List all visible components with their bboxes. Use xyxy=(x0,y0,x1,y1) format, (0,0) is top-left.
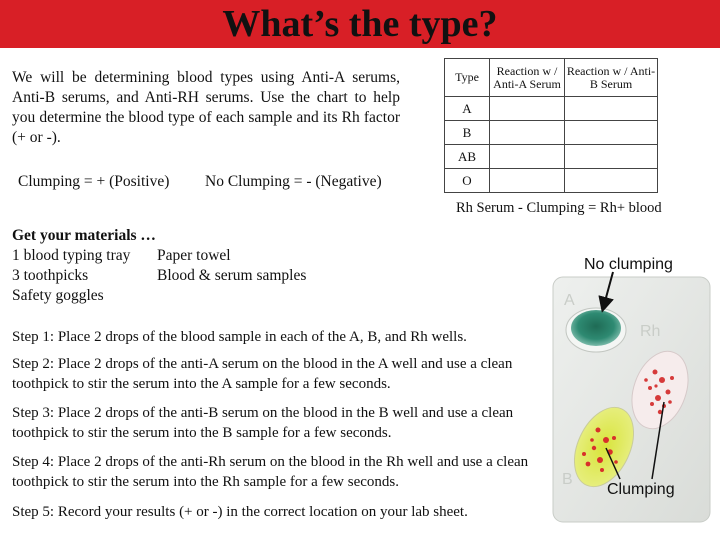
table-header-anti-b: Reaction w / Anti-B Serum xyxy=(565,59,658,97)
material-item: 1 blood typing tray xyxy=(12,247,131,264)
table-cell-type: O xyxy=(445,169,490,193)
well-rh-label: Rh xyxy=(640,323,661,340)
legend-clumping: Clumping = + (Positive) xyxy=(18,173,170,190)
step-text: : Place 2 drops of the blood sample in each of the A, B, and Rh wells. xyxy=(49,329,467,345)
rh-note: Rh Serum - Clumping = Rh+ blood xyxy=(456,200,662,216)
step-label: Step 1 xyxy=(12,329,50,345)
step-label: Step 4 xyxy=(12,454,50,470)
materials-heading: Get your materials … xyxy=(12,227,156,244)
material-item: Safety goggles xyxy=(12,287,104,304)
step-label: Step 5 xyxy=(12,504,50,520)
step-text: : Place 2 drops of the anti-A serum on the blood in the A well and use a clean toothpick to stir the serum into the A sample for a few seconds. xyxy=(12,356,513,392)
table-header-type: Type xyxy=(445,59,490,97)
step-text: : Place 2 drops of the anti-B serum on the blood in the B well and use a clean toothpick to stir the serum into the B sample for a few seconds. xyxy=(12,405,514,441)
intro-paragraph: We will be determining blood types using Anti-A serums, Anti-B serums, and Anti-RH serums. Use the chart to help you determine the blood type of each sample and its Rh factor (+ or -). xyxy=(12,69,400,146)
material-item: 3 toothpicks xyxy=(12,267,89,284)
clumping-label: Clumping xyxy=(607,481,675,498)
legend-no-clumping: No Clumping = - (Negative) xyxy=(205,173,382,190)
table-cell-type: AB xyxy=(445,145,490,169)
well-a-sample xyxy=(571,310,621,346)
table-cell-type: A xyxy=(445,97,490,121)
step-label: Step 2 xyxy=(12,356,50,372)
page-title: What’s the type? xyxy=(222,3,498,45)
step-text: : Record your results (+ or -) in the correct location on your lab sheet. xyxy=(49,504,468,520)
table-header-anti-a: Reaction w / Anti-A Serum xyxy=(490,59,565,97)
step-text: : Place 2 drops of the anti-Rh serum on the blood in the Rh well and use a clean toothpick to stir the serum into the Rh sample for a few seconds. xyxy=(12,454,529,490)
well-a-label: A xyxy=(564,292,575,309)
no-clumping-label: No clumping xyxy=(584,256,673,273)
material-item: Blood & serum samples xyxy=(157,267,307,284)
step-label: Step 3 xyxy=(12,405,50,421)
material-item: Paper towel xyxy=(157,247,231,264)
well-b-label: B xyxy=(562,471,573,488)
table-cell-type: B xyxy=(445,121,490,145)
